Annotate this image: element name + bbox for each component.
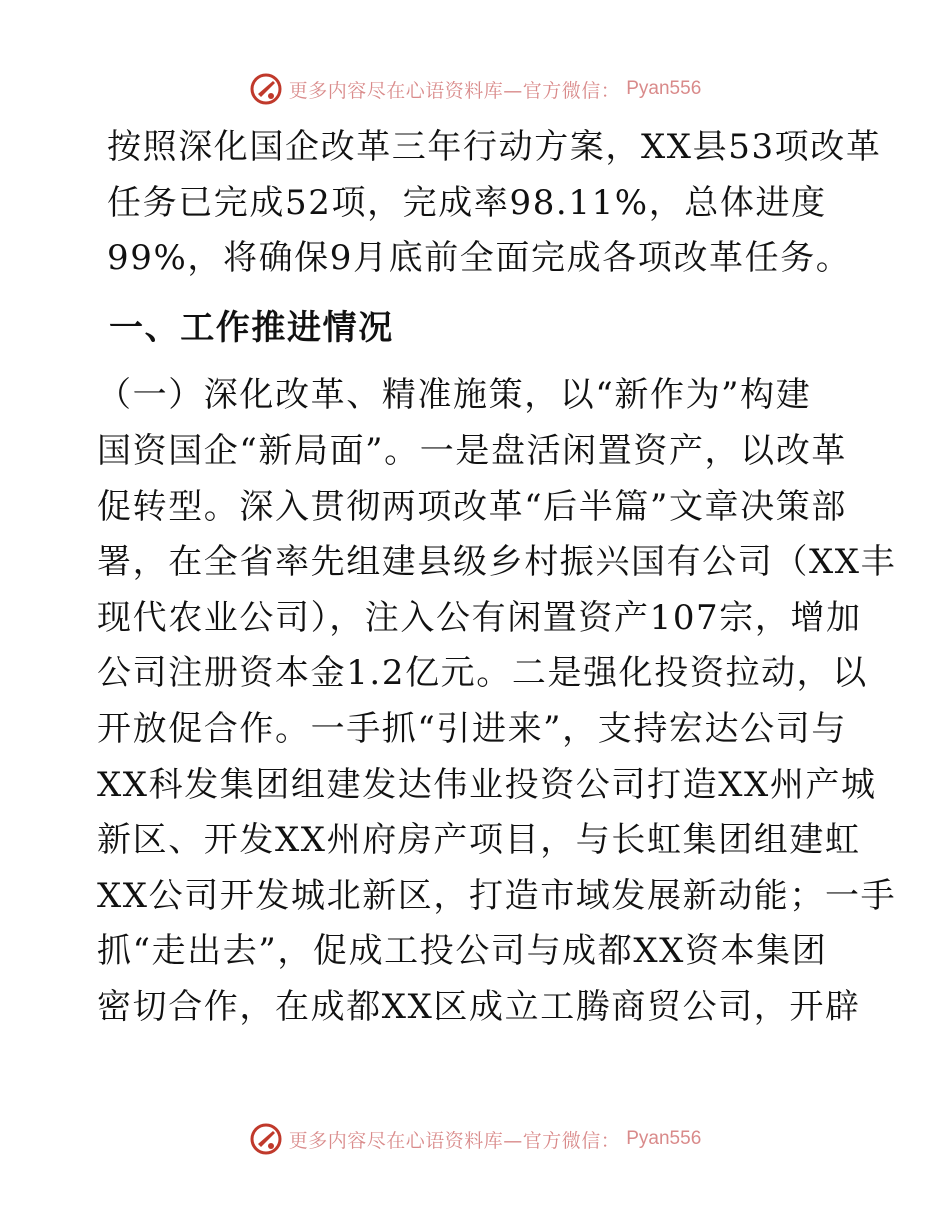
header-banner-text: 更多内容尽在心语资料库—官方微信：	[288, 79, 621, 102]
seal-logo-icon	[249, 72, 283, 106]
footer-watermark-banner	[0, 1122, 950, 1156]
section-heading: 一、工作推进情况	[109, 307, 394, 348]
paragraph-line: 任务已完成52项，完成率98.11%，总体进度	[107, 182, 827, 223]
paragraph-line: 现代农业公司），注入公有闲置资产107宗，增加	[97, 597, 862, 638]
paragraph-line: 开放促合作。一手抓“引进来”，支持宏达公司与	[97, 708, 847, 749]
document-body	[97, 120, 897, 1036]
paragraph-line: 密切合作，在成都XX区成立工腾商贸公司，开辟	[97, 986, 861, 1027]
paragraph-line: （一）深化改革、精准施策，以“新作为”构建	[97, 375, 812, 416]
seal-logo-icon	[249, 1122, 283, 1156]
footer-banner-wechat: Pyan556	[626, 1128, 702, 1149]
paragraph-line: 国资国企“新局面”。一是盘活闲置资产，以改革	[97, 430, 847, 471]
paragraph-line: 新区、开发XX州府房产项目，与长虹集团组建虹	[97, 820, 861, 861]
paragraph-line: 公司注册资本金1.2亿元。二是强化投资拉动，以	[97, 653, 868, 694]
paragraph-line: XX公司开发城北新区，打造市域发展新动能；一手	[97, 875, 897, 916]
paragraph-line: 署，在全省率先组建县级乡村振兴国有公司（XX丰	[97, 542, 897, 583]
intro-paragraph	[107, 120, 882, 287]
header-banner-wechat: Pyan556	[626, 78, 702, 99]
header-watermark-banner	[0, 72, 950, 106]
body-paragraph	[97, 368, 897, 1035]
paragraph-line: 99%，将确保9月底前全面完成各项改革任务。	[107, 238, 852, 279]
paragraph-line: 促转型。深入贯彻两项改革“后半篇”文章决策部	[97, 486, 847, 527]
footer-banner-text: 更多内容尽在心语资料库—官方微信：	[288, 1129, 621, 1152]
paragraph-line: XX科发集团组建发达伟业投资公司打造XX州产城	[97, 764, 877, 805]
paragraph-line: 抓“走出去”，促成工投公司与成都XX资本集团	[97, 931, 828, 972]
paragraph-line: 按照深化国企改革三年行动方案，XX县53项改革	[107, 127, 882, 167]
